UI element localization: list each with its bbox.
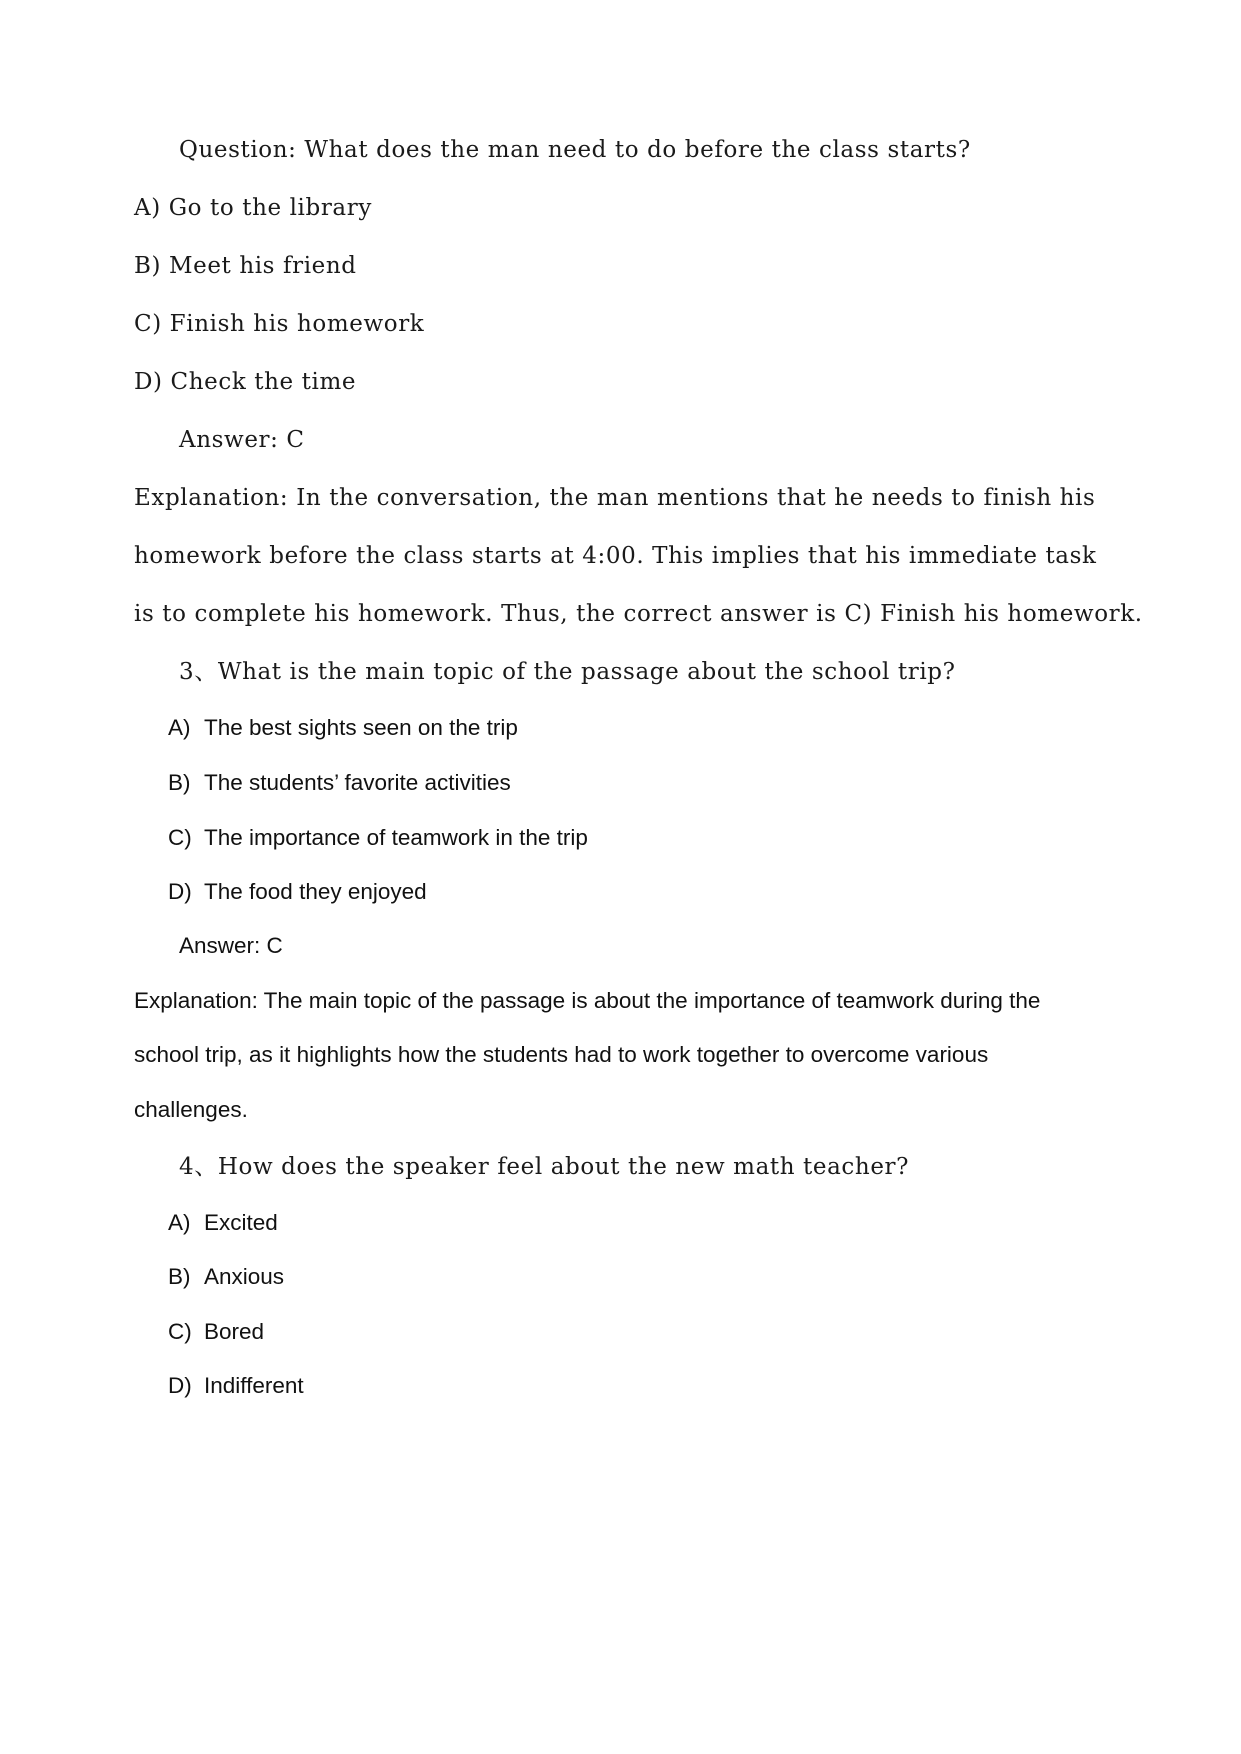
- option-text: Excited: [204, 1210, 278, 1235]
- option-d: D) Check the time: [134, 369, 357, 395]
- question-3-option-b: [168, 772, 511, 795]
- option-a: A) Go to the library: [134, 195, 372, 221]
- option-letter: B): [168, 1264, 191, 1289]
- question-4-option-a: [168, 1212, 278, 1235]
- option-letter: B): [168, 770, 191, 795]
- question-3-option-c: [168, 827, 588, 850]
- question-4-option-d: [168, 1375, 304, 1398]
- option-text: The food they enjoyed: [204, 879, 427, 904]
- explanation-line: Explanation: In the conversation, the man mentions that he needs to finish his: [134, 485, 1096, 511]
- option-text: Indifferent: [204, 1373, 304, 1398]
- option-letter: A): [168, 1210, 191, 1235]
- question-3-explanation-line: challenges.: [134, 1097, 248, 1122]
- question-3-option-a: [168, 717, 518, 740]
- question-3-answer: Answer: C: [179, 933, 283, 958]
- option-text: Bored: [204, 1319, 265, 1344]
- question-3-text: 3、What is the main topic of the passage about the school trip?: [179, 659, 956, 685]
- question-4-option-b: [168, 1266, 284, 1289]
- option-text: The students’ favorite activities: [204, 770, 511, 795]
- option-text: The best sights seen on the trip: [204, 715, 518, 740]
- option-letter: A): [168, 715, 191, 740]
- question-text: Question: What does the man need to do before the class starts?: [179, 137, 971, 163]
- option-b: B) Meet his friend: [134, 253, 357, 279]
- explanation-line: homework before the class starts at 4:00. This implies that his immediate task: [134, 543, 1097, 569]
- question-3-explanation-line: school trip, as it highlights how the students had to work together to overcome various: [134, 1042, 989, 1067]
- question-3-option-d: [168, 881, 427, 904]
- option-letter: D): [168, 879, 192, 904]
- option-letter: C): [168, 1319, 192, 1344]
- option-letter: C): [168, 825, 192, 850]
- answer-text: Answer: C: [179, 427, 305, 453]
- option-c: C) Finish his homework: [134, 311, 425, 337]
- option-text: Anxious: [204, 1264, 285, 1289]
- explanation-line: is to complete his homework. Thus, the correct answer is C) Finish his homework.: [134, 601, 1143, 627]
- option-text: The importance of teamwork in the trip: [204, 825, 588, 850]
- question-4-option-c: [168, 1321, 264, 1344]
- option-letter: D): [168, 1373, 192, 1398]
- question-3-explanation-line: Explanation: The main topic of the passage is about the importance of teamwork during the: [134, 988, 1041, 1013]
- question-4-text: 4、How does the speaker feel about the new math teacher?: [179, 1154, 910, 1180]
